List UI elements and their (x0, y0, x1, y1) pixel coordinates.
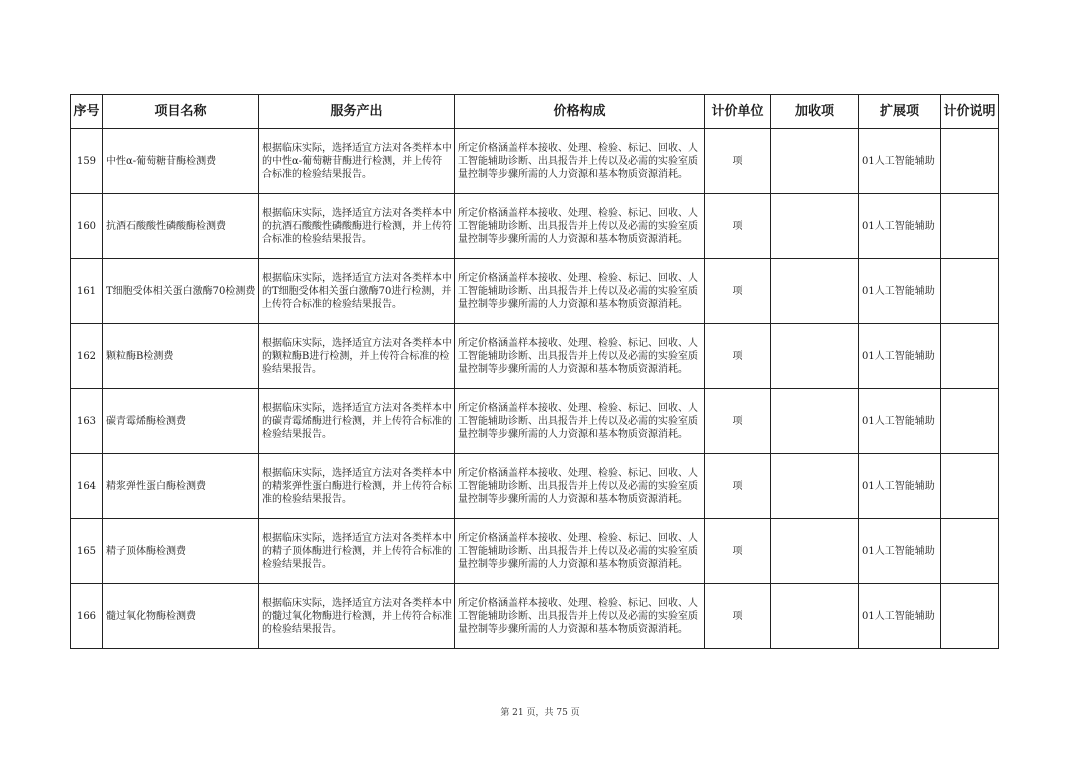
table-row (71, 584, 999, 649)
row-seq: 164 (71, 454, 103, 519)
header-seq: 序号 (71, 95, 103, 129)
row-seq: 165 (71, 519, 103, 584)
row-pricing-unit: 项 (705, 129, 771, 194)
row-extension: 01人工智能辅助 (859, 454, 941, 519)
row-service-output: 根据临床实际，选择适宜方法对各类样本中的髓过氧化物酶进行检测，并上传符合标准的检验结果报告。 (259, 584, 455, 649)
row-service-output: 根据临床实际，选择适宜方法对各类样本中的T细胞受体相关蛋白激酶70进行检测，并上传符合标准的检验结果报告。 (259, 259, 455, 324)
row-surcharge (771, 324, 859, 389)
row-pricing-unit: 项 (705, 584, 771, 649)
table-row (71, 389, 999, 454)
row-seq: 159 (71, 129, 103, 194)
row-pricing-note (941, 519, 999, 584)
row-service-output: 根据临床实际，选择适宜方法对各类样本中的精子顶体酶进行检测，并上传符合标准的检验结果报告。 (259, 519, 455, 584)
row-item-name: T细胞受体相关蛋白激酶70检测费 (103, 259, 259, 324)
row-extension: 01人工智能辅助 (859, 584, 941, 649)
row-pricing-note (941, 324, 999, 389)
row-surcharge (771, 129, 859, 194)
table-row (71, 194, 999, 259)
row-pricing-note (941, 129, 999, 194)
row-extension: 01人工智能辅助 (859, 324, 941, 389)
header-pricing-note: 计价说明 (941, 95, 999, 129)
row-surcharge (771, 194, 859, 259)
row-pricing-note (941, 194, 999, 259)
row-price-composition: 所定价格涵盖样本接收、处理、检验、标记、回收、人工智能辅助诊断、出具报告并上传以及必需的实验室质量控制等步骤所需的人力资源和基本物质资源消耗。 (455, 389, 705, 454)
row-item-name: 抗酒石酸酸性磷酸酶检测费 (103, 194, 259, 259)
table-row (71, 454, 999, 519)
row-pricing-unit: 项 (705, 454, 771, 519)
row-price-composition: 所定价格涵盖样本接收、处理、检验、标记、回收、人工智能辅助诊断、出具报告并上传以及必需的实验室质量控制等步骤所需的人力资源和基本物质资源消耗。 (455, 259, 705, 324)
row-service-output: 根据临床实际，选择适宜方法对各类样本中的碳青霉烯酶进行检测，并上传符合标准的检验结果报告。 (259, 389, 455, 454)
row-pricing-note (941, 389, 999, 454)
row-surcharge (771, 584, 859, 649)
row-extension: 01人工智能辅助 (859, 519, 941, 584)
row-service-output: 根据临床实际，选择适宜方法对各类样本中的精浆弹性蛋白酶进行检测，并上传符合标准的检验结果报告。 (259, 454, 455, 519)
row-service-output: 根据临床实际，选择适宜方法对各类样本中的中性α-葡萄糖苷酶进行检测，并上传符合标准的检验结果报告。 (259, 129, 455, 194)
row-surcharge (771, 259, 859, 324)
row-surcharge (771, 519, 859, 584)
table-row (71, 129, 999, 194)
header-service-output: 服务产出 (259, 95, 455, 129)
row-seq: 161 (71, 259, 103, 324)
row-seq: 160 (71, 194, 103, 259)
row-service-output: 根据临床实际，选择适宜方法对各类样本中的颗粒酶B进行检测，并上传符合标准的检验结果报告。 (259, 324, 455, 389)
row-price-composition: 所定价格涵盖样本接收、处理、检验、标记、回收、人工智能辅助诊断、出具报告并上传以及必需的实验室质量控制等步骤所需的人力资源和基本物质资源消耗。 (455, 584, 705, 649)
row-surcharge (771, 454, 859, 519)
row-pricing-note (941, 584, 999, 649)
row-pricing-unit: 项 (705, 519, 771, 584)
table-header-row (71, 95, 999, 129)
row-price-composition: 所定价格涵盖样本接收、处理、检验、标记、回收、人工智能辅助诊断、出具报告并上传以及必需的实验室质量控制等步骤所需的人力资源和基本物质资源消耗。 (455, 324, 705, 389)
row-price-composition: 所定价格涵盖样本接收、处理、检验、标记、回收、人工智能辅助诊断、出具报告并上传以及必需的实验室质量控制等步骤所需的人力资源和基本物质资源消耗。 (455, 194, 705, 259)
header-item-name: 项目名称 (103, 95, 259, 129)
header-price-composition: 价格构成 (455, 95, 705, 129)
row-seq: 163 (71, 389, 103, 454)
row-item-name: 颗粒酶B检测费 (103, 324, 259, 389)
row-pricing-unit: 项 (705, 259, 771, 324)
header-pricing-unit: 计价单位 (705, 95, 771, 129)
header-surcharge: 加收项 (771, 95, 859, 129)
row-pricing-unit: 项 (705, 389, 771, 454)
row-seq: 162 (71, 324, 103, 389)
row-pricing-note (941, 454, 999, 519)
row-pricing-unit: 项 (705, 194, 771, 259)
header-extension: 扩展项 (859, 95, 941, 129)
row-pricing-note (941, 259, 999, 324)
row-extension: 01人工智能辅助 (859, 389, 941, 454)
table-row (71, 324, 999, 389)
row-price-composition: 所定价格涵盖样本接收、处理、检验、标记、回收、人工智能辅助诊断、出具报告并上传以及必需的实验室质量控制等步骤所需的人力资源和基本物质资源消耗。 (455, 129, 705, 194)
row-item-name: 髓过氧化物酶检测费 (103, 584, 259, 649)
table-row (71, 519, 999, 584)
price-table (70, 94, 999, 649)
row-item-name: 碳青霉烯酶检测费 (103, 389, 259, 454)
page-number: 第 21 页，共 75 页 (500, 708, 580, 718)
row-pricing-unit: 项 (705, 324, 771, 389)
table-row (71, 259, 999, 324)
row-price-composition: 所定价格涵盖样本接收、处理、检验、标记、回收、人工智能辅助诊断、出具报告并上传以及必需的实验室质量控制等步骤所需的人力资源和基本物质资源消耗。 (455, 454, 705, 519)
row-item-name: 中性α-葡萄糖苷酶检测费 (103, 129, 259, 194)
row-price-composition: 所定价格涵盖样本接收、处理、检验、标记、回收、人工智能辅助诊断、出具报告并上传以及必需的实验室质量控制等步骤所需的人力资源和基本物质资源消耗。 (455, 519, 705, 584)
row-service-output: 根据临床实际，选择适宜方法对各类样本中的抗酒石酸酸性磷酸酶进行检测，并上传符合标准的检验结果报告。 (259, 194, 455, 259)
row-surcharge (771, 389, 859, 454)
row-extension: 01人工智能辅助 (859, 129, 941, 194)
row-extension: 01人工智能辅助 (859, 194, 941, 259)
row-seq: 166 (71, 584, 103, 649)
row-item-name: 精浆弹性蛋白酶检测费 (103, 454, 259, 519)
row-item-name: 精子顶体酶检测费 (103, 519, 259, 584)
row-extension: 01人工智能辅助 (859, 259, 941, 324)
